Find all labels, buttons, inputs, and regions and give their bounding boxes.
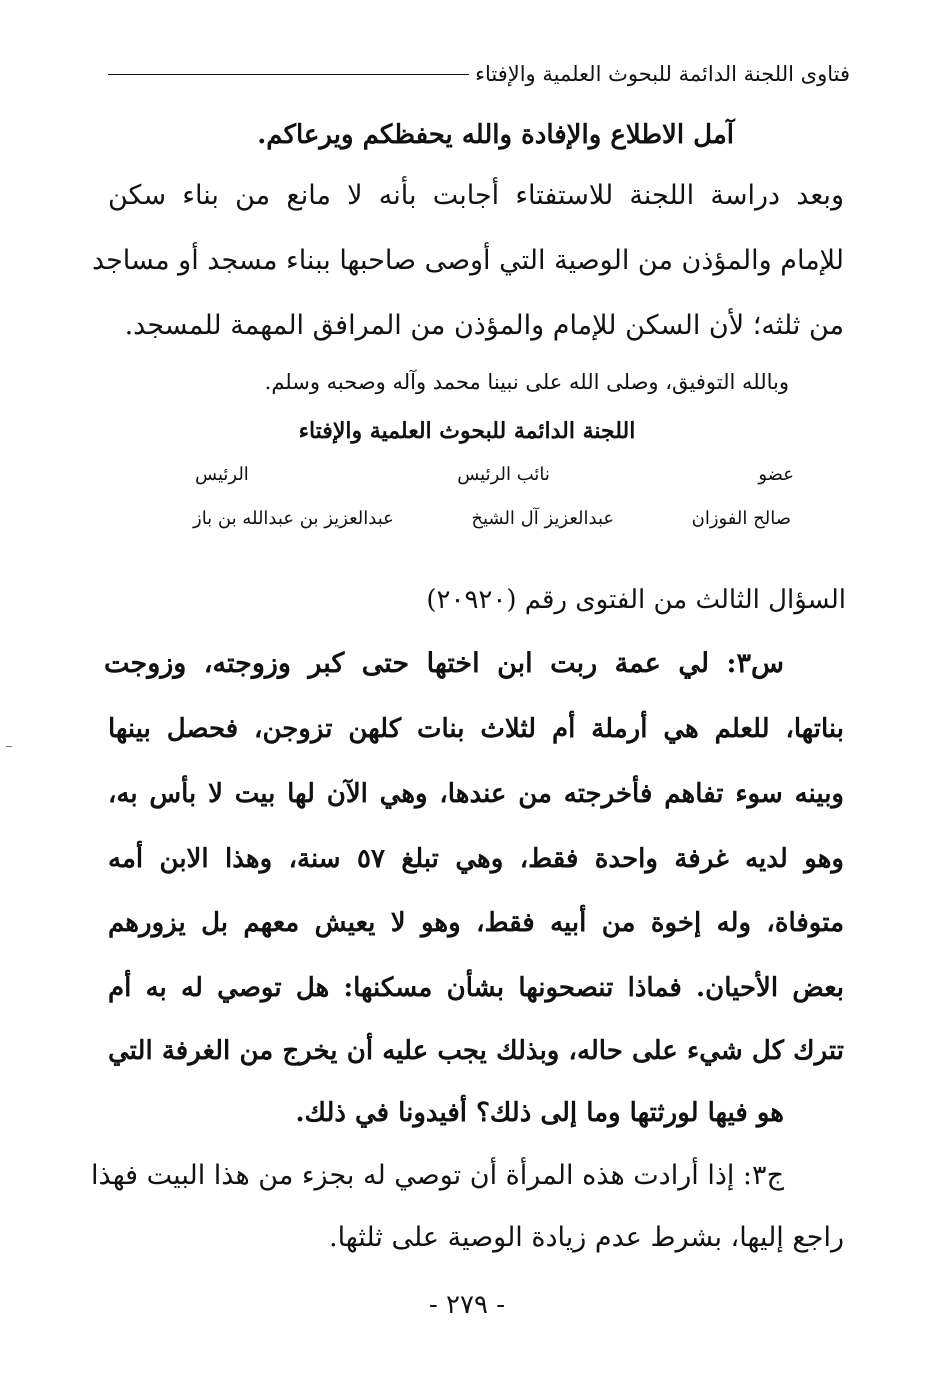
signatory-roles [195,464,794,485]
header-title: فتاوى اللجنة الدائمة للبحوث العلمية والإفتاء [475,62,850,86]
signatory-role: الرئيس [195,464,249,485]
question-line: وهو لديه غرفة واحدة فقط، وهي تبلغ ٥٧ سنة، وهذا الابن أمه [108,844,844,874]
signatory-name: صالح الفوزان [691,508,791,529]
fatwa-heading: السؤال الثالث من الفتوى رقم (٢٠٩٢٠) [426,585,846,615]
intro-closing: آمل الاطلاع والإفادة والله يحفظكم ويرعاكم. [257,120,734,150]
header-rule [108,74,469,75]
committee-name: اللجنة الدائمة للبحوث العلمية والإفتاء [298,418,636,444]
answer-line: وبعد دراسة اللجنة للاستفتاء أجابت بأنه لا مانع من بناء سكن [108,180,844,211]
question-line: بناتها، للعلم هي أرملة أم لثلاث بنات كلهن تزوجن، فحصل بينها [108,714,845,744]
question-line: تترك كل شيء على حاله، وبذلك يجب عليه أن يخرج من الغرفة التي [108,1036,844,1066]
page-number: - ٢٧٩ - [428,1290,506,1320]
question-line: هو فيها لورثتها وما إلى ذلك؟ أفيدونا في ذلك. [295,1098,784,1128]
signatory-name: عبدالعزيز آل الشيخ [471,508,615,529]
question-line: متوفاة، وله إخوة من أبيه فقط، وهو لا يعيش معهم بل يزورهم [108,908,844,938]
closing-prayer: وبالله التوفيق، وصلى الله على نبينا محمد وآله وصحبه وسلم. [264,370,789,394]
answer-line: من ثلثه؛ لأن السكن للإمام والمؤذن من المرافق المهمة للمسجد. [124,310,844,341]
answer3-line: راجع إليها، بشرط عدم زيادة الوصية على ثلثها. [329,1222,844,1253]
signatory-role: عضو [758,464,794,485]
signatory-role: نائب الرئيس [457,464,550,485]
margin-mark [6,746,12,747]
running-header [108,62,850,86]
answer-line: للإمام والمؤذن من الوصية التي أوصى صاحبها ببناء مسجد أو مساجد [91,245,844,276]
question-line: س٣: لي عمة ربت ابن اختها حتى كبر وزوجته، وزوجت [104,648,784,679]
question-line: بعض الأحيان. فماذا تنصحونها بشأن مسكنها: هل توصي له به أم [108,973,844,1003]
answer3-line: ج٣: إذا أرادت هذه المرأة أن توصي له بجزء من هذا البيت فهذا [91,1160,784,1191]
signatory-names [193,508,791,529]
signatory-name: عبدالعزيز بن عبدالله بن باز [193,508,394,529]
question-line: وبينه سوء تفاهم فأخرجته من عندها، وهي الآن لها بيت لا بأس به، [108,779,844,809]
